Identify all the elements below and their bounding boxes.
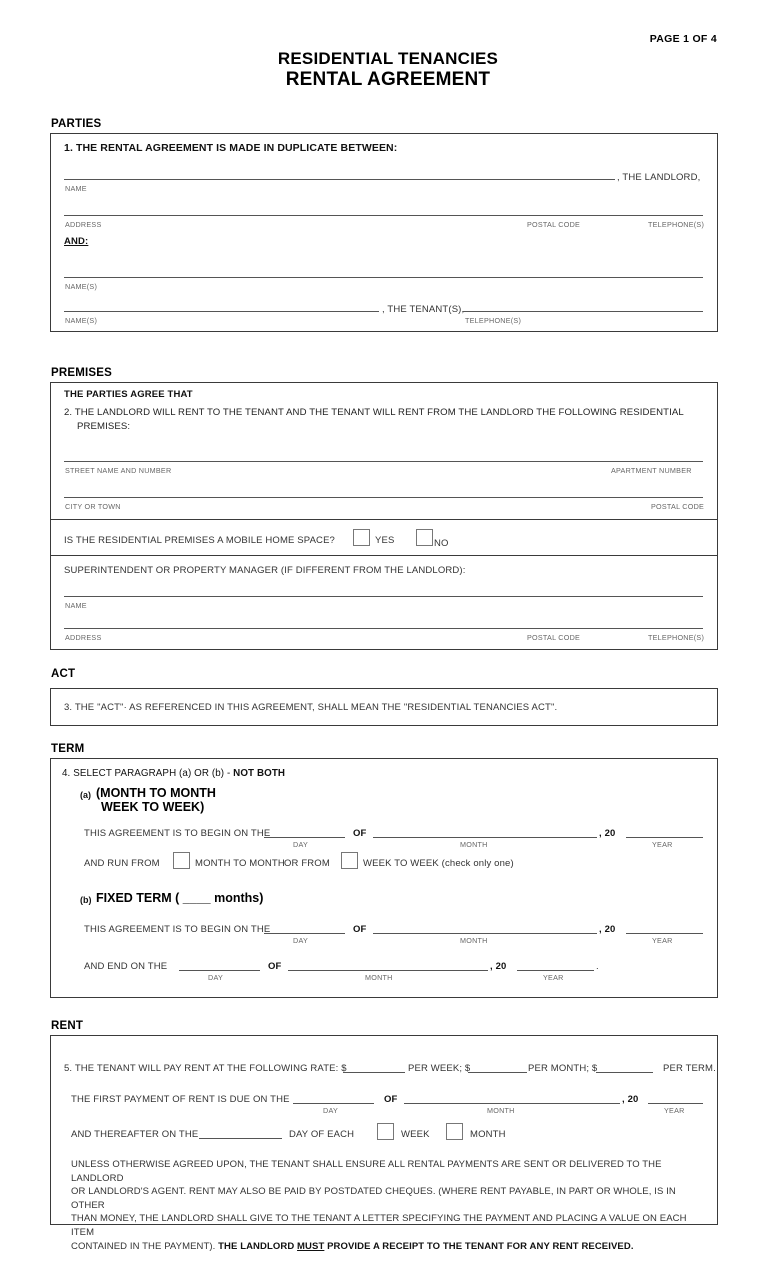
- section-heading-rent: RENT: [51, 1020, 84, 1032]
- option-b-month-input[interactable]: [373, 933, 597, 934]
- term-clause-4: [62, 768, 285, 779]
- option-a-year-input[interactable]: [626, 837, 703, 838]
- mobile-home-no-checkbox[interactable]: [416, 529, 433, 546]
- superintendent-postal-caption: POSTAL CODE: [527, 633, 581, 642]
- street-caption: STREET NAME AND NUMBER: [65, 466, 172, 475]
- option-a-day-caption: DAY: [293, 840, 308, 849]
- thereafter-text: AND THEREAFTER ON THE: [71, 1129, 199, 1140]
- rent-per-month-input[interactable]: [468, 1072, 527, 1073]
- option-b-end-text: AND END ON THE: [84, 961, 168, 972]
- act-clause-3: 3. THE "ACT"· AS REFERENCED IN THIS AGREEMENT, SHALL MEAN THE "RESIDENTIAL TENANCIES ACT".: [64, 702, 558, 713]
- parties-box: [50, 133, 718, 332]
- day-of-each-label: DAY OF EACH: [289, 1129, 355, 1140]
- option-b-end-year-input[interactable]: [517, 970, 594, 971]
- landlord-address-caption: ADDRESS: [65, 220, 102, 229]
- street-name-input[interactable]: [64, 461, 703, 462]
- month-to-month-label: MONTH TO MONTH: [195, 858, 285, 869]
- rent-per-term-input[interactable]: [596, 1072, 653, 1073]
- superintendent-label: SUPERINTENDENT OR PROPERTY MANAGER (IF DIFFERENT FROM THE LANDLORD):: [64, 565, 466, 576]
- option-a-day-input[interactable]: [264, 837, 345, 838]
- rent-per-week-input[interactable]: [343, 1072, 405, 1073]
- rent-note-line-2: OR LANDLORD'S AGENT. RENT MAY ALSO BE PAID BY POSTDATED CHEQUES. (WHERE RENT PAYABLE, IN PART OR WHOLE, IS IN OTHER: [71, 1186, 676, 1211]
- superintendent-address-input[interactable]: [64, 628, 703, 629]
- rent-clause-5-prefix: 5. THE TENANT WILL PAY RENT AT THE FOLLOWING RATE: $: [64, 1063, 347, 1074]
- landlord-address-input[interactable]: [64, 215, 703, 216]
- act-box: [50, 688, 718, 726]
- month-to-month-checkbox[interactable]: [173, 852, 190, 869]
- mobile-home-question: IS THE RESIDENTIAL PREMISES A MOBILE HOME SPACE?: [64, 535, 335, 546]
- option-a-run-from-text: AND RUN FROM: [84, 858, 160, 869]
- option-b-day-input[interactable]: [264, 933, 345, 934]
- apartment-number-caption: APARTMENT NUMBER: [611, 466, 692, 475]
- landlord-postal-caption: POSTAL CODE: [527, 220, 581, 229]
- option-a-line-2: WEEK TO WEEK): [101, 800, 205, 814]
- superintendent-address-caption: ADDRESS: [65, 633, 102, 642]
- option-a-year-caption: YEAR: [652, 840, 673, 849]
- thereafter-day-input[interactable]: [199, 1138, 282, 1139]
- landlord-suffix-label: , THE LANDLORD,: [617, 172, 701, 183]
- tenant-names-input-1[interactable]: [64, 277, 703, 278]
- rent-box: [50, 1035, 718, 1252]
- page-number: PAGE 1 OF 4: [649, 33, 717, 45]
- option-b-marker: (b): [80, 895, 92, 905]
- city-input[interactable]: [64, 497, 703, 498]
- premises-divider-2: [51, 555, 717, 556]
- first-payment-year-prefix: , 20: [622, 1094, 639, 1105]
- first-payment-year-caption: YEAR: [664, 1106, 685, 1115]
- option-b-month-caption: MONTH: [460, 936, 488, 945]
- first-payment-day-input[interactable]: [293, 1103, 374, 1104]
- rent-month-label: MONTH: [470, 1129, 506, 1140]
- week-to-week-checkbox[interactable]: [341, 852, 358, 869]
- rent-note-paragraph: [71, 1158, 711, 1253]
- option-b-end-day-caption: DAY: [208, 973, 223, 982]
- rent-note-receipt-text: PROVIDE A RECEIPT TO THE TENANT FOR ANY RENT RECEIVED.: [324, 1240, 634, 1252]
- parties-clause-1: 1. THE RENTAL AGREEMENT IS MADE IN DUPLICATE BETWEEN:: [64, 142, 398, 154]
- rent-month-checkbox[interactable]: [446, 1123, 463, 1140]
- tenant-telephone-input[interactable]: [463, 311, 703, 312]
- rent-per-term-label: PER TERM.: [663, 1063, 716, 1074]
- document-title-line-2: RENTAL AGREEMENT: [285, 69, 491, 90]
- term-box: [50, 758, 718, 998]
- superintendent-name-input[interactable]: [64, 596, 703, 597]
- and-label: AND:: [64, 236, 89, 247]
- option-a-month-caption: MONTH: [460, 840, 488, 849]
- option-b-end-of-text: OF: [268, 961, 282, 972]
- city-caption: CITY OR TOWN: [65, 502, 121, 511]
- tenant-names-caption-1: NAME(S): [65, 282, 98, 291]
- rent-note-must-text: MUST: [297, 1240, 325, 1252]
- rent-note-line-4-plain: CONTAINED IN THE PAYMENT).: [71, 1240, 219, 1252]
- option-b-year-prefix: , 20: [599, 924, 616, 935]
- option-a-line-1: (MONTH TO MONTH: [96, 786, 216, 800]
- city-postal-caption: POSTAL CODE: [651, 502, 705, 511]
- superintendent-telephone-caption: TELEPHONE(S): [648, 633, 705, 642]
- superintendent-name-caption: NAME: [65, 601, 87, 610]
- section-heading-premises: PREMISES: [51, 367, 113, 379]
- first-payment-of-text: OF: [384, 1094, 398, 1105]
- rent-week-checkbox[interactable]: [377, 1123, 394, 1140]
- premises-clause-2-line-1: 2. THE LANDLORD WILL RENT TO THE TENANT AND THE TENANT WILL RENT FROM THE LANDLORD THE FOLLOWING RESIDENTIAL: [64, 407, 684, 418]
- first-payment-day-caption: DAY: [323, 1106, 338, 1115]
- option-a-marker: (a): [80, 790, 91, 800]
- premises-divider-1: [51, 519, 717, 520]
- document-title: [0, 48, 768, 91]
- rent-note-line-3: THAN MONEY, THE LANDLORD SHALL GIVE TO THE TENANT A LETTER SPECIFYING THE PAYMENT AND PLACING A VALUE ON EACH ITEM: [71, 1213, 687, 1238]
- option-b-label: FIXED TERM ( ____ months): [96, 891, 264, 905]
- rent-note-line-1: UNLESS OTHERWISE AGREED UPON, THE TENANT SHALL ENSURE ALL RENTAL PAYMENTS ARE SENT OR DELIVERED TO THE LANDLORD: [71, 1159, 662, 1184]
- option-b-of-text: OF: [353, 924, 367, 935]
- first-payment-month-input[interactable]: [404, 1103, 620, 1104]
- option-a-begin-text: THIS AGREEMENT IS TO BEGIN ON THE: [84, 828, 271, 839]
- first-payment-year-input[interactable]: [648, 1103, 703, 1104]
- option-a-or-from-text: OR FROM: [284, 858, 330, 869]
- landlord-telephone-caption: TELEPHONE(S): [648, 220, 705, 229]
- parties-agree-label: THE PARTIES AGREE THAT: [64, 389, 193, 400]
- first-payment-text: THE FIRST PAYMENT OF RENT IS DUE ON THE: [71, 1094, 290, 1105]
- first-payment-month-caption: MONTH: [487, 1106, 515, 1115]
- mobile-home-no-label: NO: [434, 538, 449, 549]
- rent-week-label: WEEK: [401, 1129, 430, 1140]
- premises-clause-2-line-2: PREMISES:: [77, 421, 131, 432]
- option-b-end-year-caption: YEAR: [543, 973, 564, 982]
- landlord-name-input[interactable]: [64, 179, 615, 180]
- option-a-of-text: OF: [353, 828, 367, 839]
- option-b-day-caption: DAY: [293, 936, 308, 945]
- tenant-names-input-2[interactable]: [64, 311, 379, 312]
- section-heading-act: ACT: [51, 668, 76, 680]
- landlord-name-caption: NAME: [65, 184, 87, 193]
- term-clause-4-prefix: 4. SELECT PARAGRAPH (a) OR (b) -: [62, 768, 234, 779]
- option-b-begin-text: THIS AGREEMENT IS TO BEGIN ON THE: [84, 924, 271, 935]
- document-title-line-1: RESIDENTIAL TENANCIES: [277, 49, 499, 68]
- option-b-end-month-caption: MONTH: [365, 973, 393, 982]
- rent-note-landlord-text: THE LANDLORD: [218, 1240, 298, 1252]
- mobile-home-yes-checkbox[interactable]: [353, 529, 370, 546]
- option-a-month-input[interactable]: [373, 837, 597, 838]
- week-to-week-label: WEEK TO WEEK (check only one): [363, 858, 514, 869]
- option-b-end-month-input[interactable]: [288, 970, 488, 971]
- option-a-year-prefix: , 20: [599, 828, 616, 839]
- section-heading-parties: PARTIES: [51, 118, 102, 130]
- tenant-telephone-caption: TELEPHONE(S): [465, 316, 522, 325]
- option-b-year-caption: YEAR: [652, 936, 673, 945]
- rent-note-line-4: [71, 1240, 711, 1254]
- term-clause-4-emphasis: NOT BOTH: [233, 768, 286, 779]
- rent-per-week-label: PER WEEK; $: [408, 1063, 471, 1074]
- option-b-end-year-prefix: , 20: [490, 961, 507, 972]
- tenant-names-caption-2: NAME(S): [65, 316, 98, 325]
- premises-box: [50, 382, 718, 650]
- option-b-end-period: .: [596, 961, 599, 972]
- option-b-year-input[interactable]: [626, 933, 703, 934]
- rent-per-month-label: PER MONTH; $: [528, 1063, 598, 1074]
- section-heading-term: TERM: [51, 743, 85, 755]
- tenant-suffix-label: , THE TENANT(S),: [382, 304, 465, 315]
- option-b-end-day-input[interactable]: [179, 970, 260, 971]
- mobile-home-yes-label: YES: [375, 535, 395, 546]
